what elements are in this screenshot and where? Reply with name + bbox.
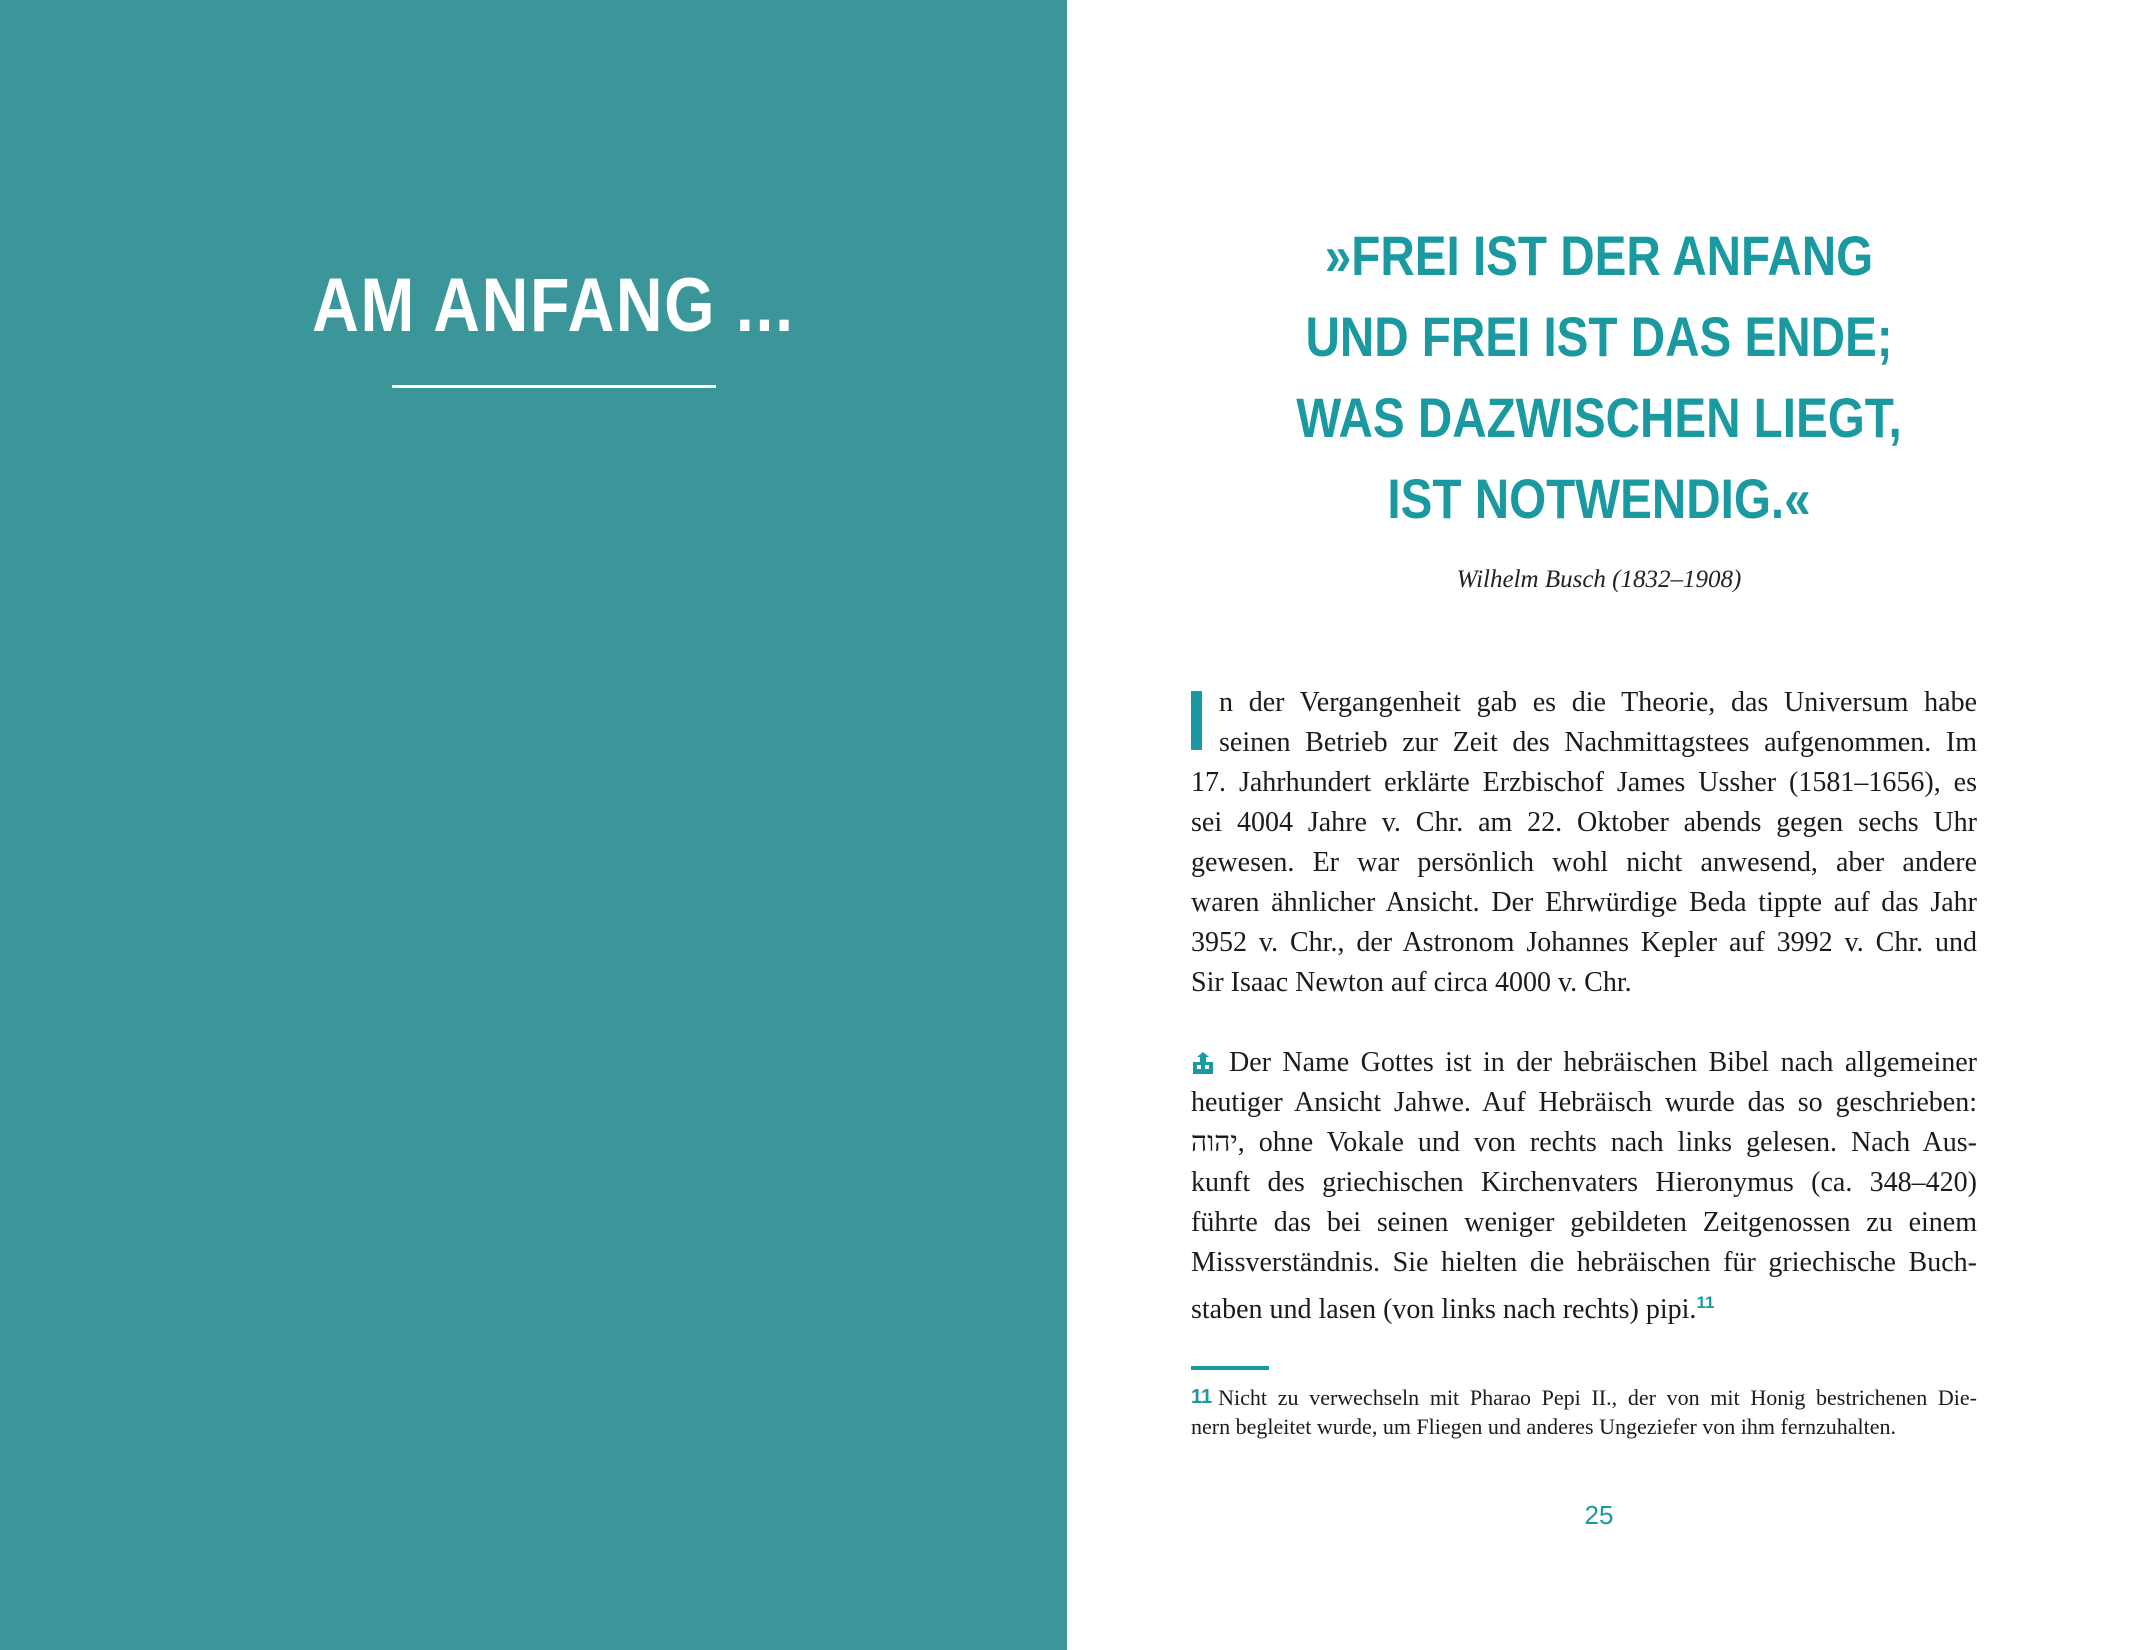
text-line: führte das bei seinen weniger gebildeten Zeitgenossen zu einem <box>1191 1207 1977 1238</box>
quote-line: »FREI IST DER ANFANG <box>1324 224 1874 287</box>
paragraph-2 <box>1191 1043 1977 1330</box>
text-line: Sir Isaac Newton auf circa 4000 v. Chr. <box>1191 967 1632 998</box>
right-page <box>1067 0 2131 1650</box>
text-line: seinen Betrieb zur Zeit des Nachmittagstees aufgenommen. Im <box>1219 727 1977 758</box>
text-line: kunft des griechischen Kirchenvaters Hieronymus (ca. 348–420) <box>1191 1167 1977 1198</box>
quote-attribution: Wilhelm Busch (1832–1908) <box>1456 566 1742 593</box>
text-line <box>1191 1283 1977 1330</box>
text-line: sei 4004 Jahre v. Chr. am 22. Oktober abends gegen sechs Uhr <box>1191 807 1977 838</box>
text-line: heutiger Ansicht Jahwe. Auf Hebräisch wurde das so geschrieben: <box>1191 1087 1977 1118</box>
box-info-icon <box>1191 1051 1215 1075</box>
title-underline <box>392 385 716 388</box>
quote-line: IST NOTWENDIG.« <box>1387 467 1811 530</box>
epigraph-quote <box>1147 215 2051 539</box>
text-line: waren ähnlicher Ansicht. Der Ehrwürdige Beda tippte auf das Jahr <box>1191 887 1977 918</box>
footnote-divider <box>1191 1366 1269 1370</box>
page-number: 25 <box>1584 1500 1614 1530</box>
text-line: Der Name Gottes ist in der hebräischen Bibel nach allgemeiner <box>1229 1047 1977 1078</box>
text-line-content: staben und lasen (von links nach rechts) pipi. <box>1191 1294 1697 1325</box>
footnote-text: Nicht zu verwechseln mit Pharao Pepi II., der von mit Honig bestrichenen Die- <box>1218 1385 1977 1410</box>
footnote-line <box>1191 1383 1977 1412</box>
text-line: Missverständnis. Sie hielten die hebräischen für griechische Buch- <box>1191 1247 1977 1278</box>
footnote-marker: 11 <box>1696 1293 1715 1312</box>
text-line: 17. Jahrhundert erklärte Erzbischof James Ussher (1581–1656), es <box>1191 767 1977 798</box>
footnote-number: 11 <box>1191 1386 1213 1408</box>
text-line <box>1191 1043 1977 1083</box>
quote-line: WAS DAZWISCHEN LIEGT, <box>1296 386 1902 449</box>
text-line: יהוה, ohne Vokale und von rechts nach links gelesen. Nach Aus- <box>1191 1127 1977 1158</box>
text-line: n der Vergangenheit gab es die Theorie, das Universum habe <box>1219 687 1977 718</box>
footnote <box>1191 1383 1977 1441</box>
footnote-line: nern begleitet wurde, um Fliegen und anderes Ungeziefer von ihm fernzuhalten. <box>1191 1414 1896 1439</box>
chapter-title: AM ANFANG ... <box>312 263 795 348</box>
paragraph-1 <box>1191 683 1977 1003</box>
quote-line: UND FREI IST DAS ENDE; <box>1305 305 1893 368</box>
text-line: 3952 v. Chr., der Astronom Johannes Kepler auf 3992 v. Chr. und <box>1191 927 1977 958</box>
text-line: gewesen. Er war persönlich wohl nicht anwesend, aber andere <box>1191 847 1977 878</box>
